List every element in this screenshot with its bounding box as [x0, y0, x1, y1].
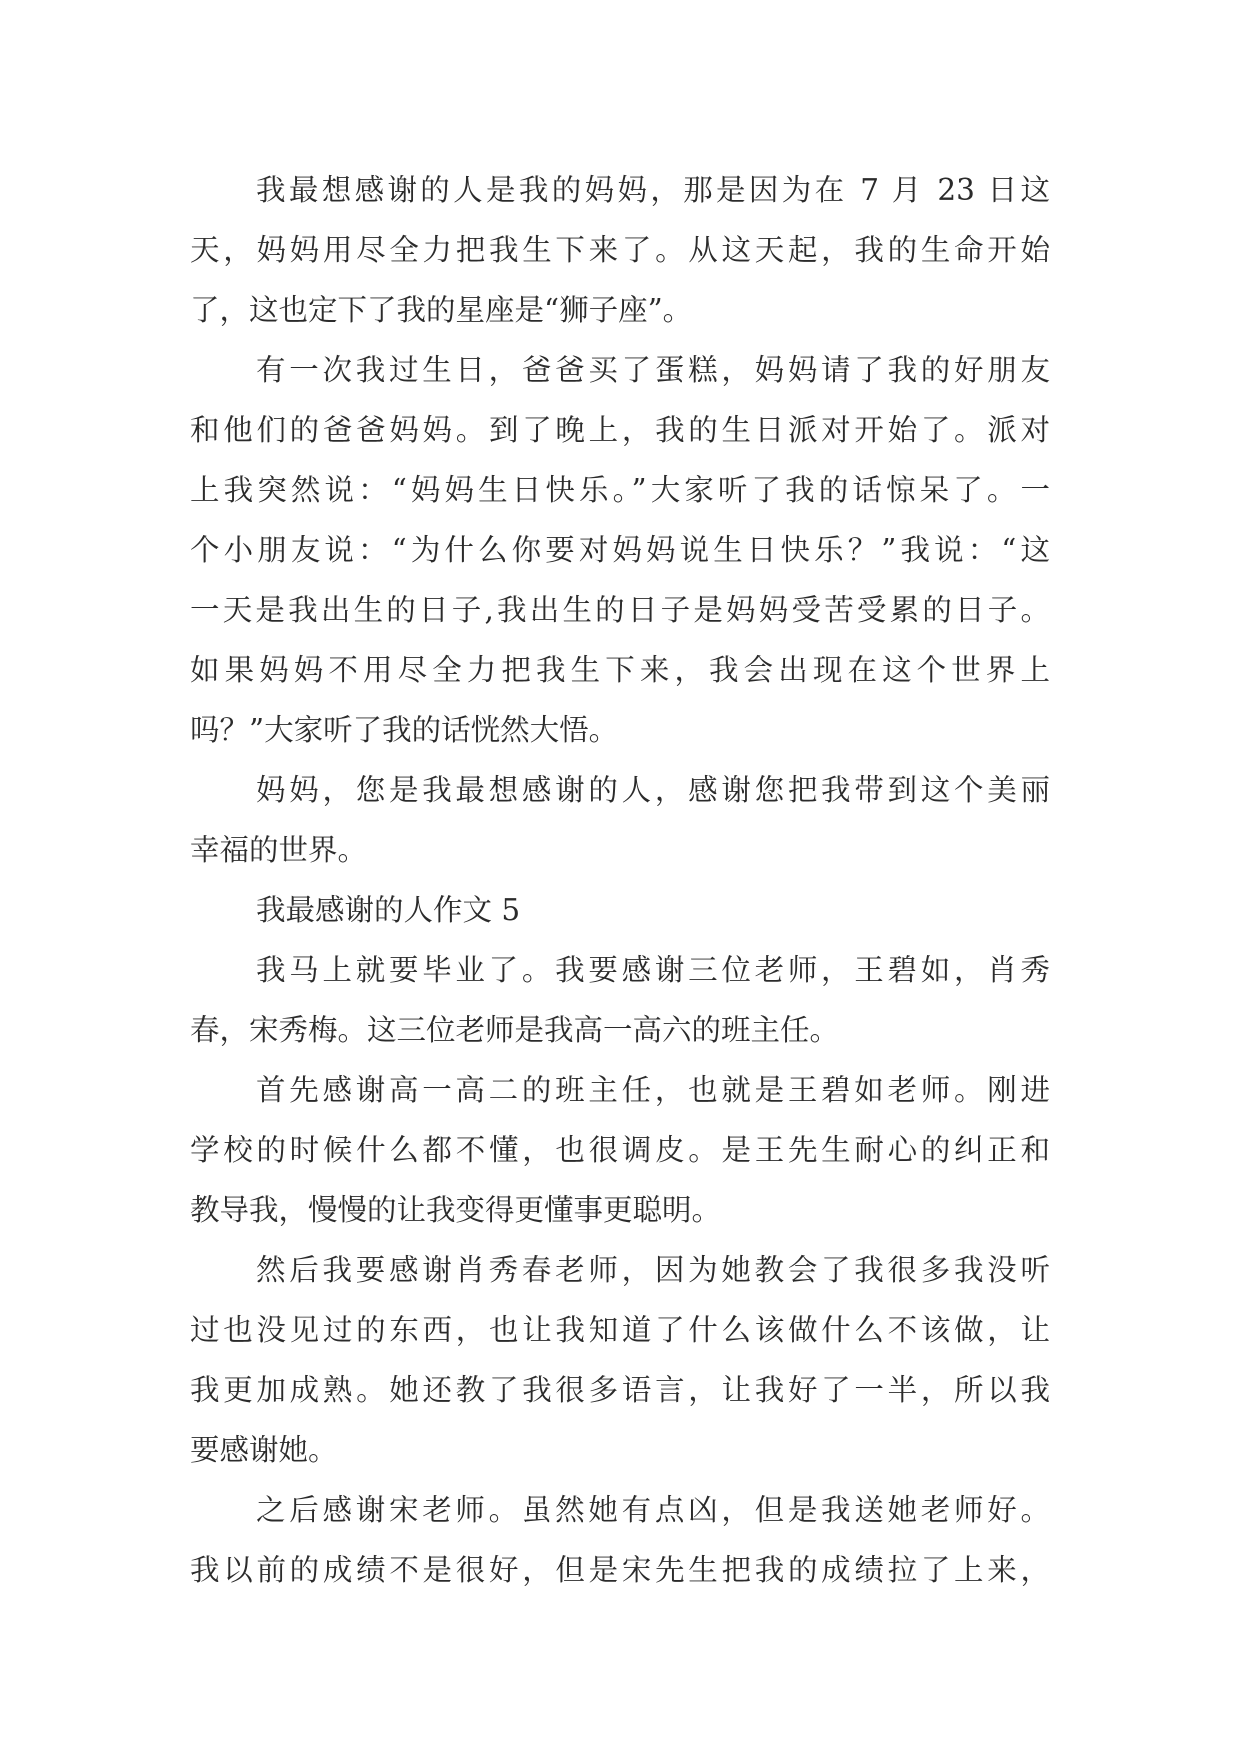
paragraph-line: 要感谢她。 — [190, 1433, 338, 1467]
paragraph-line: 我以前的成绩不是很好，但是宋先生把我的成绩拉了上来， — [190, 1553, 1050, 1587]
paragraph-line: 妈妈，您是我最想感谢的人，感谢您把我带到这个美丽 — [256, 773, 1050, 807]
section-heading: 我最感谢的人作文 5 — [256, 893, 521, 927]
paragraph-line: 学校的时候什么都不懂，也很调皮。是王先生耐心的纠正和 — [190, 1133, 1050, 1167]
paragraph-line: 春，宋秀梅。这三位老师是我高一高六的班主任。 — [190, 1013, 840, 1047]
paragraph-line: 和他们的爸爸妈妈。到了晚上，我的生日派对开始了。派对 — [190, 413, 1050, 447]
paragraph-line: 过也没见过的东西，也让我知道了什么该做什么不该做，让 — [190, 1313, 1050, 1347]
paragraph-line: 吗？”大家听了我的话恍然大悟。 — [190, 713, 619, 747]
paragraph-line: 我更加成熟。她还教了我很多语言，让我好了一半，所以我 — [190, 1373, 1050, 1407]
paragraph-line: 教导我，慢慢的让我变得更懂事更聪明。 — [190, 1193, 722, 1227]
paragraph-line: 了，这也定下了我的星座是“狮子座”。 — [190, 293, 693, 327]
paragraph-line: 首先感谢高一高二的班主任，也就是王碧如老师。刚进 — [256, 1073, 1050, 1107]
paragraph-line: 幸福的世界。 — [190, 833, 368, 867]
paragraph-line: 如果妈妈不用尽全力把我生下来，我会出现在这个世界上 — [190, 653, 1050, 687]
paragraph-line: 天，妈妈用尽全力把我生下来了。从这天起，我的生命开始 — [190, 233, 1050, 267]
paragraph-line: 个小朋友说：“为什么你要对妈妈说生日快乐？”我说：“这 — [190, 533, 1050, 567]
paragraph-line: 之后感谢宋老师。虽然她有点凶，但是我送她老师好。 — [256, 1493, 1050, 1527]
paragraph-line: 我马上就要毕业了。我要感谢三位老师，王碧如，肖秀 — [256, 953, 1050, 987]
paragraph-line: 一天是我出生的日子,我出生的日子是妈妈受苦受累的日子。 — [190, 593, 1050, 627]
paragraph-line: 有一次我过生日，爸爸买了蛋糕，妈妈请了我的好朋友 — [256, 353, 1050, 387]
paragraph-line: 然后我要感谢肖秀春老师，因为她教会了我很多我没听 — [256, 1253, 1050, 1287]
paragraph-line: 我最想感谢的人是我的妈妈，那是因为在 7 月 23 日这 — [256, 173, 1050, 207]
paragraph-line: 上我突然说：“妈妈生日快乐。”大家听了我的话惊呆了。一 — [190, 473, 1050, 507]
essay-body — [190, 160, 1050, 1600]
